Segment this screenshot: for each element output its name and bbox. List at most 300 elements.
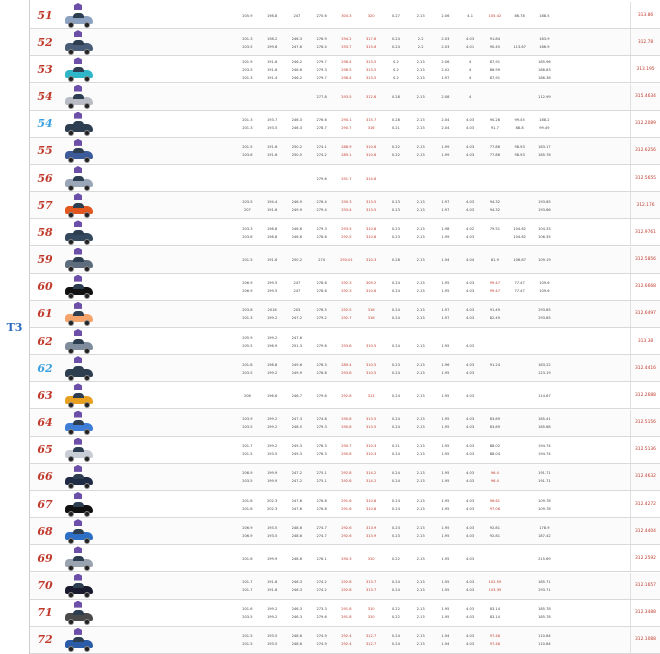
stat-cell: 203.5: [242, 44, 253, 49]
stat-cell: 201.3: [242, 316, 253, 321]
stat-cell: 1.95: [441, 343, 450, 348]
stat-cell: 2.13: [416, 226, 425, 231]
score-value: 312.176: [630, 192, 660, 218]
stat-cell: 310.5: [365, 370, 377, 375]
rank-number: 52: [37, 35, 53, 49]
stat-cell: [606, 613, 631, 621]
stat-cell: 86.99: [489, 67, 501, 72]
stat-cell: [507, 198, 532, 206]
stat-cell: 2.02: [441, 67, 450, 72]
stat-cell: [606, 423, 631, 431]
stat-cell: [606, 58, 631, 66]
stat-cell: 99.47: [489, 281, 501, 286]
stat-cell: [507, 66, 532, 74]
score-value: 312.2688: [630, 382, 660, 408]
stat-cell: [458, 175, 483, 183]
stat-cell: [582, 342, 607, 350]
stat-cell: [582, 93, 607, 101]
stat-cell: 0.22: [391, 607, 400, 612]
stat-cell: [260, 175, 285, 183]
stat-cell: 0.27: [391, 13, 400, 18]
stat-cell: 102.59: [488, 580, 502, 585]
stat-cell: 193.5: [266, 642, 278, 647]
stat-cell: [582, 58, 607, 66]
stat-cell: 201.3: [242, 118, 253, 123]
stat-cell: 1.95: [441, 506, 450, 511]
stat-cell: 1.95: [441, 607, 450, 612]
table-row: [30, 627, 660, 654]
stat-cell: 274.9: [316, 642, 327, 647]
stat-cell: 279.2: [316, 316, 327, 321]
stat-cell: 91.49: [489, 308, 501, 313]
stat-cell: 1.97: [441, 199, 450, 204]
stat-cell: [582, 151, 607, 159]
stat-cell: [557, 58, 582, 66]
car-thumbnail-icon: [64, 90, 94, 108]
stat-cell: 92.81: [489, 525, 501, 530]
score-value: 312.6256: [630, 138, 660, 164]
score-value: 312.5156: [630, 410, 660, 436]
stat-cell: 110.84: [538, 634, 551, 639]
table-row: [30, 111, 660, 138]
score-value: 312.5136: [630, 437, 660, 463]
stat-cell: [582, 314, 607, 322]
stat-cell: 201.5: [242, 452, 253, 457]
stat-cell: [582, 256, 607, 264]
stat-cell: 96.4: [490, 471, 499, 476]
table-row: [30, 600, 660, 627]
score-value: 312.4632: [630, 464, 660, 490]
stat-cell: 276.8: [316, 498, 327, 503]
stat-cell: 2.13: [416, 95, 425, 100]
stat-cell: 316: [367, 316, 375, 321]
stat-cell: [507, 175, 532, 183]
stat-cell: 291.7: [341, 176, 352, 181]
stat-cell: [384, 175, 409, 183]
stat-cell: 247.2: [291, 316, 303, 321]
stat-cell: 275.1: [316, 471, 327, 476]
stat-cell: 278.6: [316, 289, 327, 294]
stat-cell: 198.8: [266, 13, 278, 18]
stat-cell: 4.03: [466, 289, 475, 294]
stat-cell: 246.6: [291, 234, 303, 239]
stat-cell: [582, 442, 607, 450]
stat-cell: 199.2: [266, 607, 278, 612]
stat-cell: 279.6: [316, 343, 327, 348]
stat-cell: 274.2: [316, 588, 327, 593]
stat-cell: 248.6: [291, 525, 303, 530]
rank-number: 65: [37, 443, 53, 457]
stat-cell: 1.95: [441, 289, 450, 294]
stat-cell: 2.13: [416, 642, 425, 647]
stat-cell: [557, 392, 582, 400]
stat-cell: 313.5: [365, 59, 377, 64]
stat-cell: 320: [367, 13, 375, 18]
stat-cell: 193.71: [538, 588, 551, 593]
stat-cell: 2.13: [416, 362, 425, 367]
rank-number: 56: [37, 171, 53, 185]
stat-cell: 0.2: [393, 59, 399, 64]
stat-cell: [483, 233, 508, 241]
stat-cell: [606, 505, 631, 513]
stat-cell: 2.13: [416, 316, 425, 321]
score-value: 315.4634: [630, 84, 660, 110]
stat-cell: [309, 334, 334, 342]
stat-cell: 185.76: [538, 153, 551, 158]
stat-cell: 109.78: [538, 498, 551, 503]
stat-cell: [582, 477, 607, 485]
car-thumbnail-icon: [64, 199, 94, 217]
stat-cell: 246.3: [291, 126, 303, 131]
stat-cell: 104.33: [538, 226, 551, 231]
stat-cell: [606, 578, 631, 586]
stat-cell: 249.9: [291, 370, 303, 375]
stat-cell: 276.3: [316, 444, 327, 449]
stat-cell: [606, 469, 631, 477]
stat-cell: [507, 35, 532, 43]
stat-cell: 201.6: [242, 506, 253, 511]
stat-cell: [557, 505, 582, 513]
score-value: 312.1657: [630, 573, 660, 599]
stat-cell: [557, 640, 582, 648]
stat-cell: 274.1: [316, 145, 327, 150]
rank-number: 54: [37, 117, 53, 131]
stat-cell: 0.24: [391, 417, 400, 422]
stat-cell: 97.06: [489, 506, 501, 511]
stat-cell: [507, 58, 532, 66]
stat-cell: [557, 43, 582, 51]
stat-cell: [606, 206, 631, 214]
stat-cell: 1.97: [441, 207, 450, 212]
score-value: 313.86: [630, 2, 660, 28]
stat-cell: 313: [367, 393, 375, 398]
car-thumbnail-icon: [64, 552, 94, 570]
stat-cell: 247.2: [291, 471, 303, 476]
stat-cell: 275.6: [316, 13, 327, 18]
rank-number: 63: [37, 388, 53, 402]
stat-cell: 248.6: [291, 634, 303, 639]
stat-cell: 201.6: [242, 498, 253, 503]
stat-cell: 0.22: [391, 145, 400, 150]
stat-cell: 293.8: [341, 343, 352, 348]
stat-cell: [483, 555, 508, 563]
stat-cell: 4.03: [466, 281, 475, 286]
stat-cell: 314.6: [365, 176, 377, 181]
stat-cell: 2.13: [416, 207, 425, 212]
stat-cell: 104.82: [513, 226, 526, 231]
stat-cell: 290.8: [341, 425, 352, 430]
stat-cell: 0.24: [391, 642, 400, 647]
stat-cell: [557, 369, 582, 377]
stat-cell: 0.21: [391, 126, 400, 131]
stat-cell: 317.6: [365, 36, 377, 41]
stat-cell: 203.3: [242, 226, 253, 231]
stat-cell: 185.96: [538, 59, 551, 64]
stat-cell: 247: [293, 13, 301, 18]
stat-cell: 114.67: [538, 393, 551, 398]
stat-cell: 206.9: [242, 533, 253, 538]
rank-number: 61: [37, 307, 53, 321]
rank-number: 58: [37, 225, 53, 239]
stat-cell: 4.03: [466, 452, 475, 457]
score-value: 312.5655: [630, 165, 660, 191]
stat-cell: 201.5: [242, 634, 253, 639]
stat-cell: 1.98: [441, 226, 450, 231]
stat-cell: 83.89: [489, 425, 501, 430]
rank-number: 72: [37, 633, 53, 647]
stat-cell: 292.8: [341, 580, 352, 585]
stat-cell: [557, 586, 582, 594]
stat-cell: 4.03: [466, 153, 475, 158]
stat-cell: [582, 124, 607, 132]
stat-cell: 206.9: [242, 289, 253, 294]
stat-cell: 310.6: [365, 145, 377, 150]
stat-cell: [582, 505, 607, 513]
stat-cell: 247: [293, 289, 301, 294]
rank-number: 67: [37, 497, 53, 511]
stat-cell: 193.85: [538, 316, 551, 321]
stat-cell: 0.24: [391, 343, 400, 348]
stat-cell: 196.9: [266, 343, 278, 348]
stat-cell: 201.5: [242, 258, 253, 263]
stat-cell: 2016: [267, 308, 277, 313]
stat-cell: [235, 175, 260, 183]
stat-cell: [606, 392, 631, 400]
stat-cell: 193.65: [538, 199, 551, 204]
stat-cell: 0.24: [391, 370, 400, 375]
stat-cell: 4.03: [466, 362, 475, 367]
stat-cell: 293.01: [340, 258, 353, 263]
stat-cell: 185.68: [538, 425, 551, 430]
stat-cell: [507, 605, 532, 613]
stat-cell: 88.8: [515, 126, 524, 131]
stat-cell: 2.04: [441, 126, 450, 131]
stat-cell: 290.7: [341, 444, 352, 449]
stat-cell: 191.6: [266, 67, 278, 72]
stat-cell: 292.3: [341, 289, 352, 294]
stat-cell: 83.14: [489, 615, 501, 620]
stat-cell: 191.6: [266, 59, 278, 64]
stat-cell: [557, 532, 582, 540]
stat-cell: 206.9: [242, 471, 253, 476]
stat-cell: [582, 415, 607, 423]
stat-cell: [557, 206, 582, 214]
stat-cell: 1.95: [441, 533, 450, 538]
stat-cell: 1.95: [441, 615, 450, 620]
stat-cell: 1.97: [441, 75, 450, 80]
stat-cell: 0.24: [391, 471, 400, 476]
stat-cell: 292.8: [341, 471, 352, 476]
stat-cell: [582, 43, 607, 51]
stat-cell: 292.7: [341, 316, 352, 321]
stat-cell: [582, 306, 607, 314]
stat-cell: 290.3: [341, 199, 352, 204]
stat-cell: 292.6: [341, 525, 352, 530]
stat-cell: 2.06: [441, 13, 450, 18]
stat-cell: [557, 442, 582, 450]
stat-cell: [557, 175, 582, 183]
stat-cell: 2.13: [416, 607, 425, 612]
stat-cell: 4.1: [467, 13, 473, 18]
stat-cell: 201.8: [242, 362, 253, 367]
score-value: 312.2592: [630, 545, 660, 571]
stat-cell: 193.5: [266, 525, 278, 530]
stat-cell: 293.4: [341, 207, 352, 212]
stat-cell: 246.3: [291, 607, 303, 612]
stat-cell: [606, 35, 631, 43]
stat-cell: [557, 423, 582, 431]
stat-cell: 247.6: [291, 335, 303, 340]
stat-cell: 290.3: [341, 556, 352, 561]
stat-cell: 0.24: [391, 452, 400, 457]
stat-cell: [483, 342, 508, 350]
stat-cell: 201.3: [242, 75, 253, 80]
stat-cell: 310.5: [365, 362, 377, 367]
stat-cell: 106.35: [538, 234, 551, 239]
car-thumbnail-icon: [64, 36, 94, 54]
stat-cell: [606, 586, 631, 594]
stat-cell: 279.4: [316, 207, 327, 212]
stat-cell: [582, 586, 607, 594]
stat-cell: [557, 256, 582, 264]
stat-cell: 4.03: [466, 207, 475, 212]
stat-cell: 201.6: [242, 607, 253, 612]
stat-cell: 203: [293, 308, 301, 313]
stat-cell: 193.85: [538, 308, 551, 313]
stat-cell: [557, 124, 582, 132]
stats-grid: [235, 632, 631, 654]
stat-cell: [606, 233, 631, 241]
stat-cell: [433, 334, 458, 342]
stat-cell: 2.13: [416, 199, 425, 204]
stat-cell: [507, 369, 532, 377]
stat-cell: 203.8: [242, 308, 253, 313]
stat-cell: 91.24: [489, 362, 501, 367]
rank-number: 59: [37, 253, 53, 267]
stat-cell: 313.9: [365, 533, 377, 538]
stat-cell: 248.5: [291, 425, 303, 430]
stat-cell: [582, 279, 607, 287]
stat-cell: [606, 314, 631, 322]
stat-cell: 4.03: [466, 308, 475, 313]
stat-cell: 290.8: [341, 417, 352, 422]
stat-cell: 2.13: [416, 479, 425, 484]
stat-cell: 292.5: [341, 308, 352, 313]
stat-cell: 274.2: [316, 580, 327, 585]
stat-cell: 316: [367, 308, 375, 313]
stat-cell: [606, 225, 631, 233]
rank-number: 51: [37, 8, 53, 22]
stat-cell: 248.6: [291, 642, 303, 647]
stat-cell: [606, 151, 631, 159]
stat-cell: 99.45: [514, 118, 525, 123]
stat-cell: 96.4: [490, 479, 499, 484]
stat-cell: 1.99: [441, 234, 450, 239]
stat-cell: 4.03: [466, 525, 475, 530]
stat-cell: 246.3: [291, 615, 303, 620]
stat-cell: 2.13: [416, 153, 425, 158]
stat-cell: 4.03: [466, 343, 475, 348]
stat-cell: 191.4: [266, 75, 278, 80]
score-value: 312.4272: [630, 491, 660, 517]
stat-cell: 207: [243, 207, 251, 212]
stat-cell: [606, 361, 631, 369]
stat-cell: 185.78: [538, 615, 551, 620]
stat-cell: 292.5: [341, 234, 352, 239]
stat-cell: 188.5: [539, 13, 550, 18]
stat-cell: 278.6: [316, 281, 327, 286]
stat-cell: [557, 632, 582, 640]
stat-cell: 310.6: [365, 153, 377, 158]
stat-cell: 248.6: [291, 556, 303, 561]
stat-cell: 193.5: [266, 452, 278, 457]
stat-cell: 109.6: [539, 281, 550, 286]
stat-cell: 247.6: [291, 498, 303, 503]
score-value: 312.4404: [630, 518, 660, 544]
stat-cell: 94.32: [489, 207, 501, 212]
car-thumbnail-icon: [64, 416, 94, 434]
stat-cell: [408, 175, 433, 183]
stat-cell: [557, 613, 582, 621]
stat-cell: [507, 578, 532, 586]
stat-cell: 4.03: [466, 556, 475, 561]
stat-cell: [582, 640, 607, 648]
car-thumbnail-icon: [64, 389, 94, 407]
stat-cell: [606, 256, 631, 264]
stat-cell: 4.03: [466, 393, 475, 398]
stat-cell: 0.28: [391, 118, 400, 123]
stat-cell: 0.23: [391, 533, 400, 538]
stat-cell: 202.3: [266, 506, 278, 511]
stat-cell: [582, 287, 607, 295]
stat-cell: [483, 93, 508, 101]
table-row: [30, 192, 660, 219]
car-thumbnail-icon: [64, 226, 94, 244]
stat-cell: 292.8: [341, 588, 352, 593]
stat-cell: 0.24: [391, 316, 400, 321]
stat-cell: 0.23: [391, 362, 400, 367]
stat-cell: 203.5: [242, 479, 253, 484]
stat-cell: 2.13: [416, 370, 425, 375]
stat-cell: [507, 306, 532, 314]
stat-cell: 274.7: [316, 533, 327, 538]
stat-cell: 277.8: [316, 95, 327, 100]
score-value: 312.6668: [630, 274, 660, 300]
stat-cell: 203.5: [242, 370, 253, 375]
stat-cell: [507, 423, 532, 431]
stat-cell: 206.9: [242, 525, 253, 530]
score-value: 312.78: [630, 29, 660, 55]
stat-cell: [235, 93, 260, 101]
stat-cell: 4.03: [466, 588, 475, 593]
stat-cell: 83.14: [489, 607, 501, 612]
stat-cell: 1.99: [441, 145, 450, 150]
stat-cell: [384, 334, 409, 342]
stat-cell: 0.23: [391, 525, 400, 530]
stat-cell: 206.9: [242, 281, 253, 286]
stat-cell: [507, 442, 532, 450]
stat-cell: [582, 74, 607, 82]
stat-cell: 2.13: [416, 580, 425, 585]
stat-cell: 0.28: [391, 95, 400, 100]
stat-cell: [507, 469, 532, 477]
stat-cell: [507, 505, 532, 513]
stat-cell: 1.97: [441, 308, 450, 313]
stat-cell: 247: [293, 281, 301, 286]
stat-cell: 77.47: [514, 281, 525, 286]
stat-cell: 4: [468, 75, 472, 80]
stat-cell: 112.99: [538, 95, 551, 100]
